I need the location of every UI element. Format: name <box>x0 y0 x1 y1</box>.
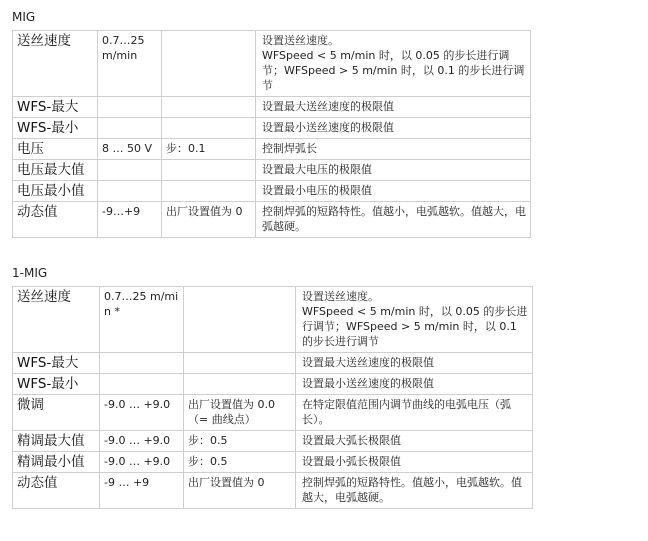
param-description: 设置最大弧长极限值 <box>296 431 533 452</box>
table-row <box>13 97 531 118</box>
param-range: -9 … +9 <box>100 473 184 509</box>
param-setting <box>162 118 256 139</box>
param-name: 电压 <box>13 139 98 160</box>
table-row <box>13 395 533 431</box>
table-row <box>13 31 531 97</box>
param-setting <box>162 97 256 118</box>
param-description: 控制焊弧长 <box>256 139 531 160</box>
table-row <box>13 160 531 181</box>
param-range: 8 … 50 V <box>98 139 162 160</box>
param-name: WFS-最大 <box>13 97 98 118</box>
param-setting: 出厂设置值为 0 <box>184 473 296 509</box>
param-name: 送丝速度 <box>13 31 98 97</box>
param-description: 设置最小电压的极限值 <box>256 181 531 202</box>
param-name: WFS-最小 <box>13 118 98 139</box>
table-row <box>13 473 533 509</box>
param-range <box>98 97 162 118</box>
param-description: 设置最小弧长极限值 <box>296 452 533 473</box>
param-range <box>98 118 162 139</box>
param-setting <box>184 353 296 374</box>
table-row <box>13 353 533 374</box>
param-setting <box>184 287 296 353</box>
param-description: 在特定限值范围内调节曲线的电弧电压（弧长）。 <box>296 395 533 431</box>
param-range <box>98 160 162 181</box>
param-setting <box>162 31 256 97</box>
param-name: 精调最大值 <box>13 431 100 452</box>
param-name: 动态值 <box>13 473 100 509</box>
mig-parameter-table <box>12 30 531 238</box>
param-name: 动态值 <box>13 202 98 238</box>
table-row <box>13 374 533 395</box>
param-range <box>100 353 184 374</box>
table-row <box>13 202 531 238</box>
param-setting: 步：0.5 <box>184 452 296 473</box>
table-row <box>13 118 531 139</box>
param-name: WFS-最大 <box>13 353 100 374</box>
section-title-1-mig: 1-MIG <box>12 266 48 280</box>
param-setting: 出厂设置值为 0 <box>162 202 256 238</box>
param-name: 电压最小值 <box>13 181 98 202</box>
param-range: 0.7…25 m/min * <box>100 287 184 353</box>
table-row <box>13 287 533 353</box>
param-range: -9.0 … +9.0 <box>100 395 184 431</box>
table-row <box>13 139 531 160</box>
param-range: -9.0 … +9.0 <box>100 452 184 473</box>
param-range: -9.0 … +9.0 <box>100 431 184 452</box>
1-mig-parameter-table <box>12 286 533 509</box>
param-description: 设置送丝速度。 WFSpeed < 5 m/min 时，以 0.05 的步长进行调节；WFSpeed > 5 m/min 时，以 0.1 的步长进行调节 <box>256 31 531 97</box>
table-row <box>13 452 533 473</box>
param-range <box>98 181 162 202</box>
param-description: 控制焊弧的短路特性。值越小，电弧越软。值越大，电弧越硬。 <box>296 473 533 509</box>
section-title-mig: MIG <box>12 10 36 24</box>
table-row <box>13 431 533 452</box>
param-description: 设置最大电压的极限值 <box>256 160 531 181</box>
param-range: 0.7…25 m/min <box>98 31 162 97</box>
param-description: 设置最小送丝速度的极限值 <box>296 374 533 395</box>
param-name: WFS-最小 <box>13 374 100 395</box>
param-setting <box>162 181 256 202</box>
param-setting: 步：0.5 <box>184 431 296 452</box>
param-description: 设置送丝速度。 WFSpeed < 5 m/min 时，以 0.05 的步长进行调节；WFSpeed > 5 m/min 时，以 0.1 的步长进行调节 <box>296 287 533 353</box>
param-description: 设置最大送丝速度的极限值 <box>256 97 531 118</box>
table-row <box>13 181 531 202</box>
param-name: 精调最小值 <box>13 452 100 473</box>
param-name: 微调 <box>13 395 100 431</box>
param-description: 控制焊弧的短路特性。值越小，电弧越软。值越大，电弧越硬。 <box>256 202 531 238</box>
param-description: 设置最大送丝速度的极限值 <box>296 353 533 374</box>
param-setting <box>184 374 296 395</box>
param-setting: 出厂设置值为 0.0（= 曲线点） <box>184 395 296 431</box>
param-range: -9…+9 <box>98 202 162 238</box>
param-description: 设置最小送丝速度的极限值 <box>256 118 531 139</box>
param-name: 电压最大值 <box>13 160 98 181</box>
param-setting <box>162 160 256 181</box>
param-name: 送丝速度 <box>13 287 100 353</box>
param-range <box>100 374 184 395</box>
param-setting: 步：0.1 <box>162 139 256 160</box>
